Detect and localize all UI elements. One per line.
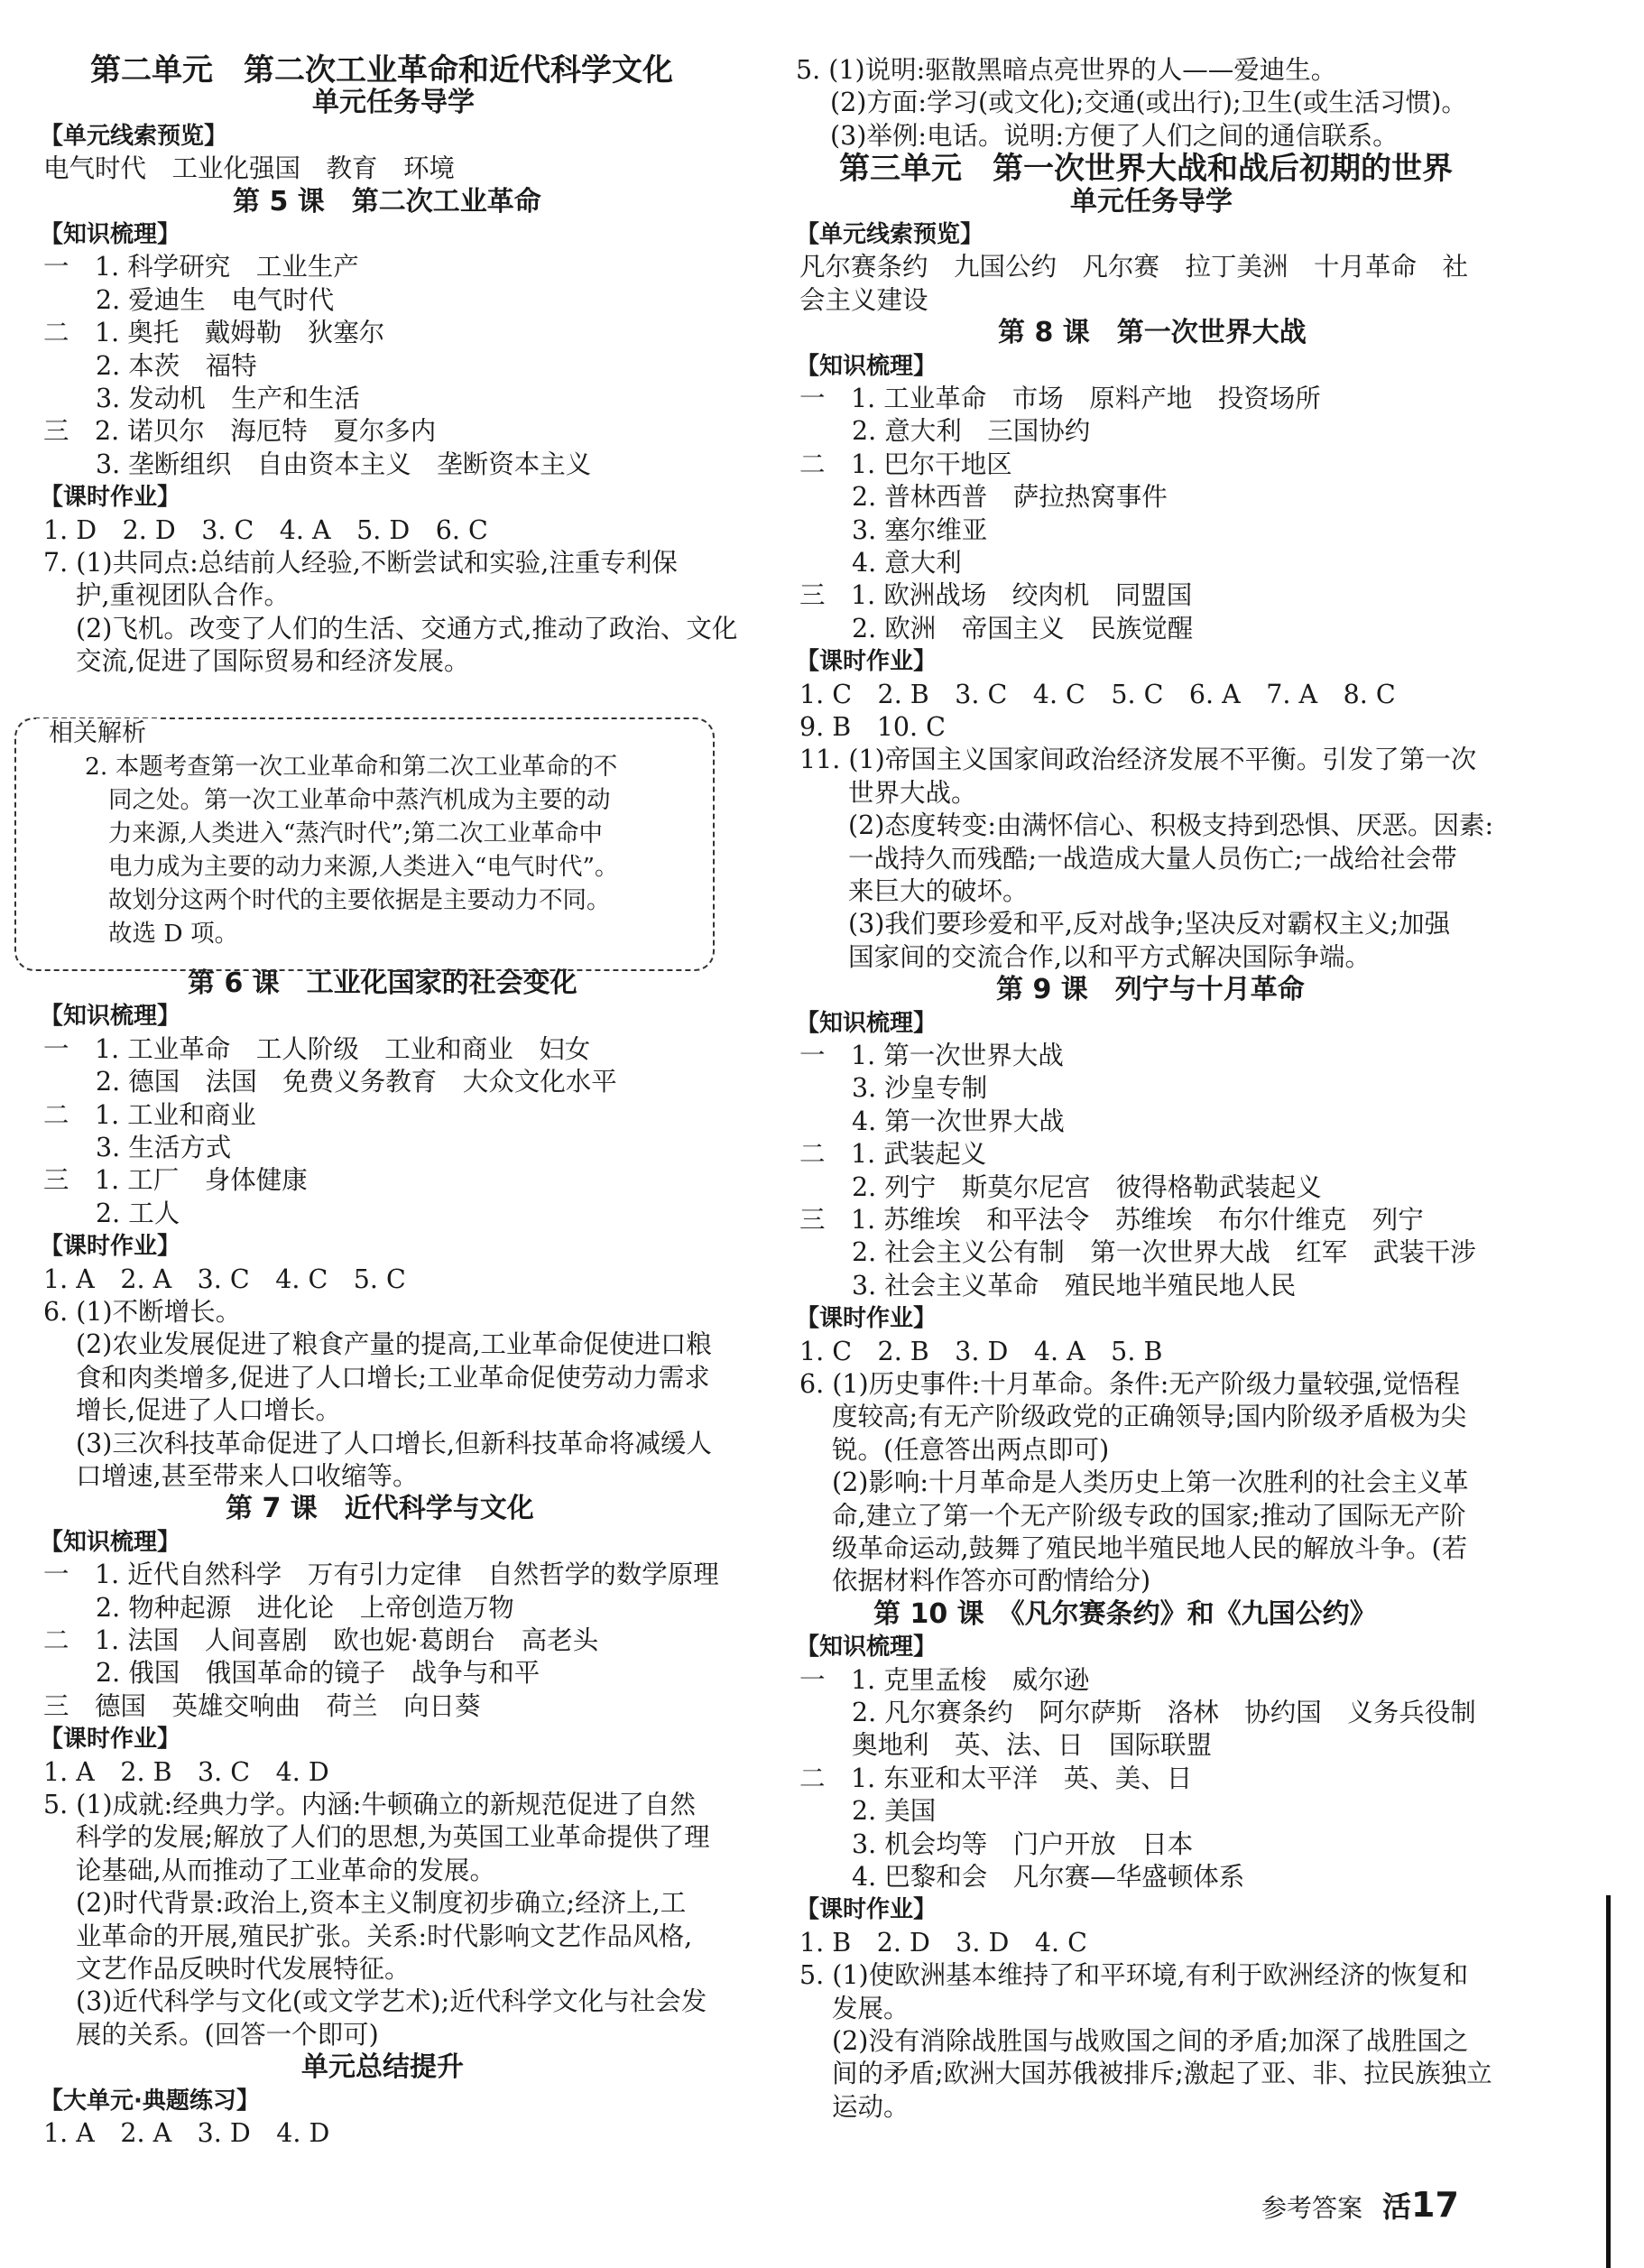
right-line-24: 一战持久而残酷;一战造成大量人员伤亡;一战给社会带: [848, 844, 1457, 874]
right-line-54: 3. 机会均等 门户开放 日本: [852, 1829, 1194, 1859]
right-line-4: 单元任务导学: [1070, 186, 1233, 218]
right-line-2: (3)举例:电话。说明:方便了人们之间的通信联系。: [830, 121, 1399, 151]
left-line-55: 文艺作品反映时代发展特征。: [76, 1954, 411, 1984]
left-line-10: 3. 发动机 生产和生活: [96, 384, 360, 413]
left-line-16: 护,重视团队合作。: [76, 580, 291, 610]
left-line-14: 1. D 2. D 3. C 4. A 5. D 6. C: [43, 515, 488, 545]
left-line-15: 7. (1)共同点:总结前人经验,不断尝试和实验,注重专利保: [43, 548, 678, 578]
left-line-17: (2)飞机。改变了人们的生活、交通方式,推动了政治、文化: [76, 614, 738, 643]
left-line-23: 故划分这两个时代的主要依据是主要动力不同。: [108, 886, 611, 914]
right-line-43: (2)影响:十月革命是人类历史上第一次胜利的社会主义革: [832, 1467, 1469, 1497]
right-line-29: 【知识梳理】: [796, 1010, 937, 1037]
right-line-35: 三 1. 苏维埃 和平法令 苏维埃 布尔什维克 列宁: [799, 1205, 1424, 1235]
right-line-44: 命,建立了第一个无产阶级专政的国家;推动了国际无产阶: [832, 1501, 1466, 1531]
right-line-14: 3. 塞尔维亚: [852, 515, 988, 545]
analysis-label: 相关解析: [36, 718, 159, 749]
footer-brand: 活: [1382, 2189, 1412, 2224]
right-line-22: 世界大战。: [848, 778, 977, 808]
left-line-22: 电力成为主要的动力来源,人类进入“电气时代”。: [108, 853, 619, 881]
left-line-2: 【单元线索预览】: [40, 123, 228, 150]
right-line-49: 一 1. 克里孟梭 威尔逊: [799, 1665, 1090, 1695]
right-line-21: 11. (1)帝国主义国家间政治经济发展不平衡。引发了第一次: [799, 745, 1477, 774]
right-line-41: 度较高;有无产阶级政党的正确领导;国内阶级矛盾极为尖: [832, 1402, 1467, 1431]
left-line-47: 三 德国 英雄交响曲 荷兰 向日葵: [43, 1691, 481, 1721]
right-line-56: 【课时作业】: [796, 1896, 937, 1923]
right-line-20: 9. B 10. C: [799, 712, 946, 742]
right-line-51: 奥地利 英、法、日 国际联盟: [852, 1730, 1213, 1760]
left-line-34: 1. A 2. A 3. C 4. C 5. C: [43, 1264, 406, 1294]
left-line-3: 电气时代 工业化强国 教育 环境: [43, 153, 456, 183]
left-line-56: (3)近代科学与文化(或文学艺术);近代科学文化与社会发: [76, 1986, 707, 2016]
left-line-52: 论基础,从而推动了工业革命的发展。: [76, 1856, 496, 1885]
right-line-27: 国家间的交流合作,以和平方式解决国际争端。: [848, 942, 1372, 972]
right-line-23: (2)态度转变:由满怀信心、积极支持到恐惧、厌恶。因素:: [848, 810, 1494, 840]
left-line-24: 故选 D 项。: [108, 920, 239, 948]
left-line-36: (2)农业发展促进了粮食产量的提高,工业革命促使进口粮: [76, 1329, 712, 1359]
left-line-6: 一 1. 科学研究 工业生产: [43, 252, 359, 282]
left-line-60: 1. A 2. A 3. D 4. D: [43, 2118, 330, 2148]
right-line-30: 一 1. 第一次世界大战: [799, 1041, 1064, 1070]
right-line-36: 2. 社会主义公有制 第一次世界大战 红军 武装干涉: [852, 1237, 1476, 1267]
left-line-38: 增长,促进了人口增长。: [76, 1395, 342, 1425]
left-line-7: 2. 爱迪生 电气时代: [96, 285, 335, 315]
right-line-5: 【单元线索预览】: [796, 221, 984, 248]
left-line-18: 交流,促进了国际贸易和经济发展。: [76, 646, 470, 676]
right-line-34: 2. 列宁 斯莫尔尼宫 彼得格勒武装起义: [852, 1172, 1322, 1202]
left-line-21: 力来源,人类进入“蒸汽时代”;第二次工业革命中: [108, 819, 603, 847]
left-line-32: 2. 工人: [96, 1199, 180, 1228]
left-line-19: 2. 本题考查第一次工业革命和第二次工业革命的不: [85, 753, 618, 781]
left-line-4: 第 5 课 第二次工业革命: [233, 186, 541, 218]
left-line-54: 业革命的开展,殖民扩张。关系:时代影响文艺作品风格,: [76, 1921, 693, 1951]
right-line-33: 二 1. 武装起义: [799, 1139, 987, 1169]
right-line-60: (2)没有消除战胜国与战败国之间的矛盾;加深了战胜国之: [832, 2026, 1469, 2056]
right-line-6: 凡尔赛条约 九国公约 凡尔赛 拉丁美洲 十月革命 社: [799, 252, 1469, 282]
left-line-58: 单元总结提升: [301, 2051, 464, 2083]
left-line-50: 5. (1)成就:经典力学。内涵:牛顿确立的新规范促进了自然: [43, 1790, 696, 1819]
left-line-5: 【知识梳理】: [40, 221, 181, 248]
right-line-15: 4. 意大利: [852, 548, 962, 578]
right-line-28: 第 9 课 列宁与十月革命: [996, 974, 1305, 1005]
right-line-9: 【知识梳理】: [796, 353, 937, 380]
left-line-31: 三 1. 工厂 身体健康: [43, 1165, 308, 1195]
left-line-11: 三 2. 诺贝尔 海厄特 夏尔多内: [43, 416, 437, 446]
right-line-13: 2. 普林西普 萨拉热窝事件: [852, 482, 1168, 512]
left-line-37: 食和肉类增多,促进了人口增长;工业革命促使劳动力需求: [76, 1363, 710, 1393]
left-line-26: 【知识梳理】: [40, 1003, 181, 1030]
right-line-8: 第 8 课 第一次世界大战: [998, 317, 1307, 348]
right-line-16: 三 1. 欧洲战场 绞肉机 同盟国: [799, 580, 1193, 610]
right-line-61: 间的矛盾;欧洲大国苏俄被排斥;激起了亚、非、拉民族独立: [832, 2059, 1492, 2088]
right-line-32: 4. 第一次世界大战: [852, 1106, 1065, 1136]
page-number: 17: [1411, 2185, 1459, 2225]
left-line-57: 展的关系。(回答一个即可): [76, 2020, 379, 2050]
right-line-62: 运动。: [832, 2092, 910, 2122]
right-line-48: 【知识梳理】: [796, 1634, 937, 1661]
right-line-50: 2. 凡尔赛条约 阿尔萨斯 洛林 协约国 义务兵役制: [852, 1698, 1476, 1727]
right-line-52: 二 1. 东亚和太平洋 英、美、日: [799, 1763, 1193, 1793]
right-line-11: 2. 意大利 三国协约: [852, 416, 1091, 446]
left-line-53: (2)时代背景:政治上,资本主义制度初步确立;经济上,工: [76, 1888, 687, 1918]
right-line-55: 4. 巴黎和会 凡尔赛—华盛顿体系: [852, 1862, 1245, 1892]
right-line-42: 锐。(任意答出两点即可): [832, 1435, 1110, 1465]
left-line-51: 科学的发展;解放了人们的思想,为英国工业革命提供了理: [76, 1822, 710, 1852]
left-line-48: 【课时作业】: [40, 1726, 181, 1753]
left-line-29: 二 1. 工业和商业: [43, 1100, 256, 1130]
right-line-59: 发展。: [832, 1994, 910, 2023]
left-line-33: 【课时作业】: [40, 1233, 181, 1260]
left-line-59: 【大单元·典题练习】: [40, 2087, 260, 2115]
right-line-0: 5. (1)说明:驱散黑暗点亮世界的人——爱迪生。: [796, 55, 1337, 85]
footer-label: 参考答案: [1261, 2193, 1363, 2223]
right-line-25: 来巨大的破坏。: [848, 876, 1029, 906]
right-line-31: 3. 沙皇专制: [852, 1073, 988, 1103]
left-line-45: 二 1. 法国 人间喜剧 欧也妮·葛朗台 高老头: [43, 1625, 599, 1655]
left-line-40: 口增速,甚至带来人口收缩等。: [76, 1461, 419, 1491]
right-line-7: 会主义建设: [799, 285, 928, 315]
left-line-42: 【知识梳理】: [40, 1529, 181, 1556]
right-line-53: 2. 美国: [852, 1796, 937, 1826]
left-line-13: 【课时作业】: [40, 484, 181, 511]
right-line-3: 第三单元 第一次世界大战和战后初期的世界: [839, 151, 1453, 187]
left-line-41: 第 7 课 近代科学与文化: [226, 1493, 534, 1524]
left-line-46: 2. 俄国 俄国革命的镜子 战争与和平: [96, 1658, 540, 1688]
right-line-19: 1. C 2. B 3. C 4. C 5. C 6. A 7. A 8. C: [799, 680, 1396, 709]
right-line-12: 二 1. 巴尔干地区: [799, 449, 1012, 479]
left-line-20: 同之处。第一次工业革命中蒸汽机成为主要的动: [108, 786, 611, 814]
right-line-45: 级革命运动,鼓舞了殖民地半殖民地人民的解放斗争。(若: [832, 1533, 1468, 1563]
left-line-44: 2. 物种起源 进化论 上帝创造万物: [96, 1593, 514, 1623]
left-line-8: 二 1. 奥托 戴姆勒 狄塞尔: [43, 318, 385, 347]
right-line-10: 一 1. 工业革命 市场 原料产地 投资场所: [799, 384, 1321, 413]
left-line-39: (3)三次科技革命促进了人口增长,但新科技革命将减缓人: [76, 1429, 712, 1458]
right-line-39: 1. C 2. B 3. D 4. A 5. B: [799, 1337, 1163, 1366]
right-line-57: 1. B 2. D 3. D 4. C: [799, 1928, 1087, 1958]
right-line-47: 第 10 课 《凡尔赛条约》和《九国公约》: [873, 1598, 1377, 1630]
left-line-43: 一 1. 近代自然科学 万有引力定律 自然哲学的数学原理: [43, 1560, 719, 1589]
right-line-17: 2. 欧洲 帝国主义 民族觉醒: [852, 614, 1194, 643]
left-line-25: 第 6 课 工业化国家的社会变化: [188, 967, 577, 999]
analysis-box: [14, 717, 715, 971]
left-line-27: 一 1. 工业革命 工人阶级 工业和商业 妇女: [43, 1034, 591, 1064]
right-line-38: 【课时作业】: [796, 1305, 937, 1332]
left-line-12: 3. 垄断组织 自由资本主义 垄断资本主义: [96, 449, 592, 479]
left-line-49: 1. A 2. B 3. C 4. D: [43, 1757, 329, 1787]
margin-rule: [1606, 1895, 1611, 2268]
right-line-58: 5. (1)使欧洲基本维持了和平环境,有利于欧洲经济的恢复和: [799, 1960, 1469, 1990]
right-line-40: 6. (1)历史事件:十月革命。条件:无产阶级力量较强,觉悟程: [799, 1369, 1460, 1399]
left-line-1: 单元任务导学: [312, 87, 475, 118]
right-line-26: (3)我们要珍爱和平,反对战争;坚决反对霸权主义;加强: [848, 909, 1451, 939]
left-line-30: 3. 生活方式: [96, 1133, 232, 1162]
left-line-0: 第二单元 第二次工业革命和近代科学文化: [90, 52, 673, 88]
right-line-1: (2)方面:学习(或文化);交通(或出行);卫生(或生活习惯)。: [830, 88, 1467, 117]
left-line-28: 2. 德国 法国 免费义务教育 大众文化水平: [96, 1067, 617, 1097]
right-line-46: 依据材料作答亦可酌情给分): [832, 1566, 1151, 1596]
left-line-9: 2. 本茨 福特: [96, 351, 257, 381]
right-line-18: 【课时作业】: [796, 648, 937, 675]
left-line-35: 6. (1)不断增长。: [43, 1297, 242, 1327]
page-footer: [1261, 2185, 1459, 2225]
right-line-37: 3. 社会主义革命 殖民地半殖民地人民: [852, 1271, 1297, 1301]
